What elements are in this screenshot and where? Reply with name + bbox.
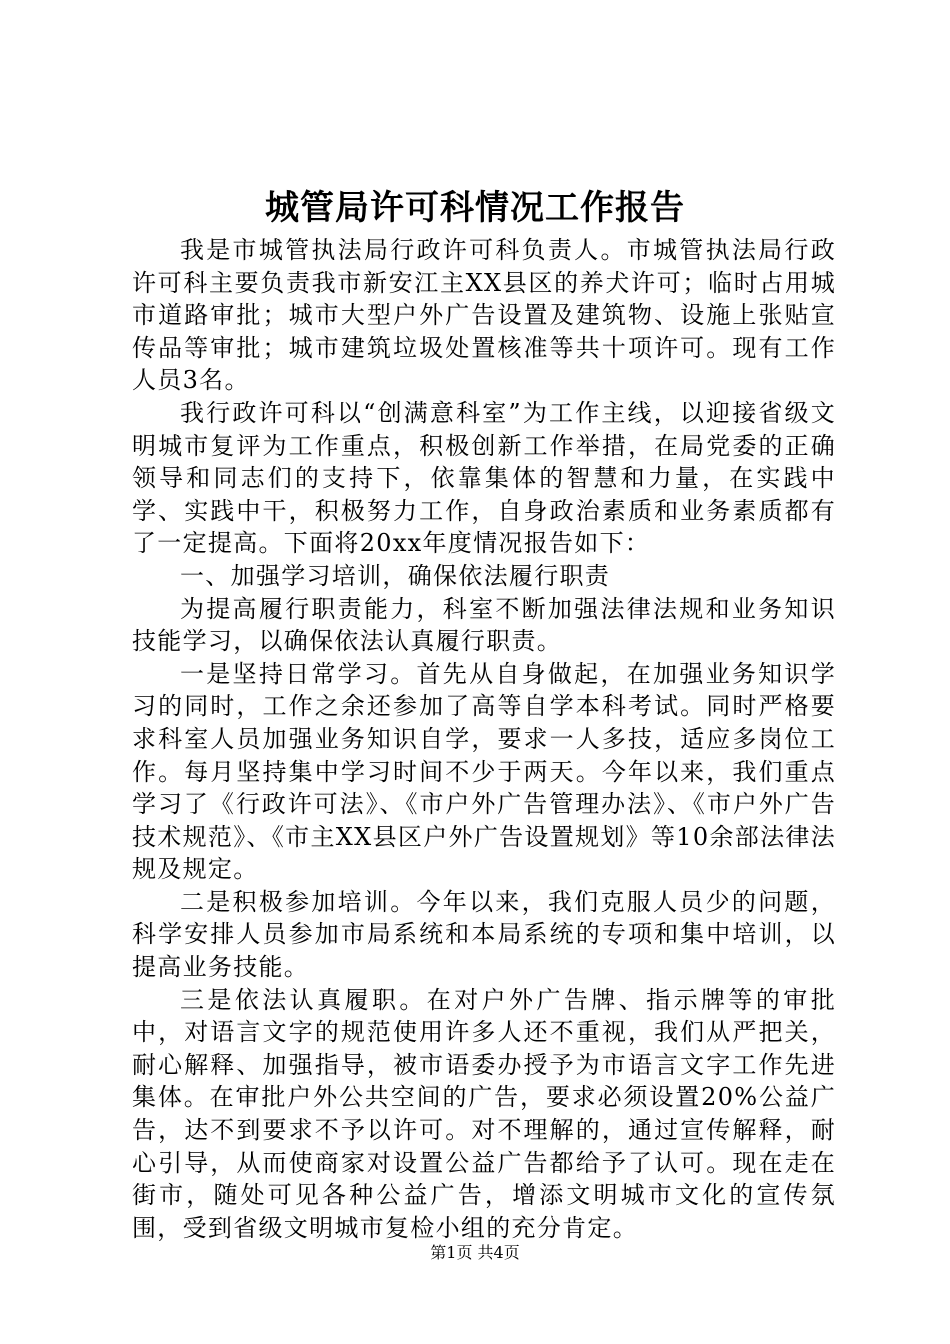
document-title: 城管局许可科情况工作报告 [265, 188, 685, 228]
paragraph: 我是市城管执法局行政许可科负责人。市城管执法局行政许可科主要负责我市新安江主XX县区的养犬许可；临时占用城市道路审批；城市大型户外广告设置及建筑物、设施上张贴宣传品等审批；城市建筑垃圾处置核准等共十项许可。现有工作人员3名。 [132, 236, 836, 395]
paragraph: 一是坚持日常学习。首先从自身做起，在加强业务知识学习的同时，工作之余还参加了高等自学本科考试。同时严格要求科室人员加强业务知识自学，要求一人多技，适应多岗位工作。每月坚持集中学习时间不少于两天。今年以来，我们重点学习了《行政许可法》、《市户外广告管理办法》、《市户外广告技术规范》、《市主XX县区户外广告设置规划》等10余部法律法规及规定。 [132, 659, 836, 884]
paragraph: 为提高履行职责能力，科室不断加强法律法规和业务知识技能学习，以确保依法认真履行职责。 [132, 594, 836, 656]
document-body [132, 234, 836, 1244]
paragraph: 我行政许可科以“创满意科室”为工作主线，以迎接省级文明城市复评为工作重点，积极创新工作举措，在局党委的正确领导和同志们的支持下，依靠集体的智慧和力量，在实践中学、实践中干，积极努力工作，自身政治素质和业务素质都有了一定提高。下面将20xx年度情况报告如下： [132, 398, 836, 558]
paragraph: 二是积极参加培训。今年以来，我们克服人员少的问题，科学安排人员参加市局系统和本局系统的专项和集中培训，以提高业务技能。 [132, 887, 836, 982]
page-number-footer: 第1页 共4页 [430, 1243, 520, 1262]
paragraph: 三是依法认真履职。在对户外广告牌、指示牌等的审批中，对语言文字的规范使用许多人还不重视，我们从严把关，耐心解释、加强指导，被市语委办授予为市语言文字工作先进集体。在审批户外公共空间的广告，要求必须设置20%公益广告，达不到要求不予以许可。对不理解的，通过宣传解释，耐心引导，从而使商家对设置公益广告都给予了认可。现在走在街市，随处可见各种公益广告，增添文明城市文化的宣传氛围，受到省级文明城市复检小组的充分肯定。 [132, 985, 836, 1242]
section-heading: 一、加强学习培训，确保依法履行职责 [180, 561, 611, 590]
